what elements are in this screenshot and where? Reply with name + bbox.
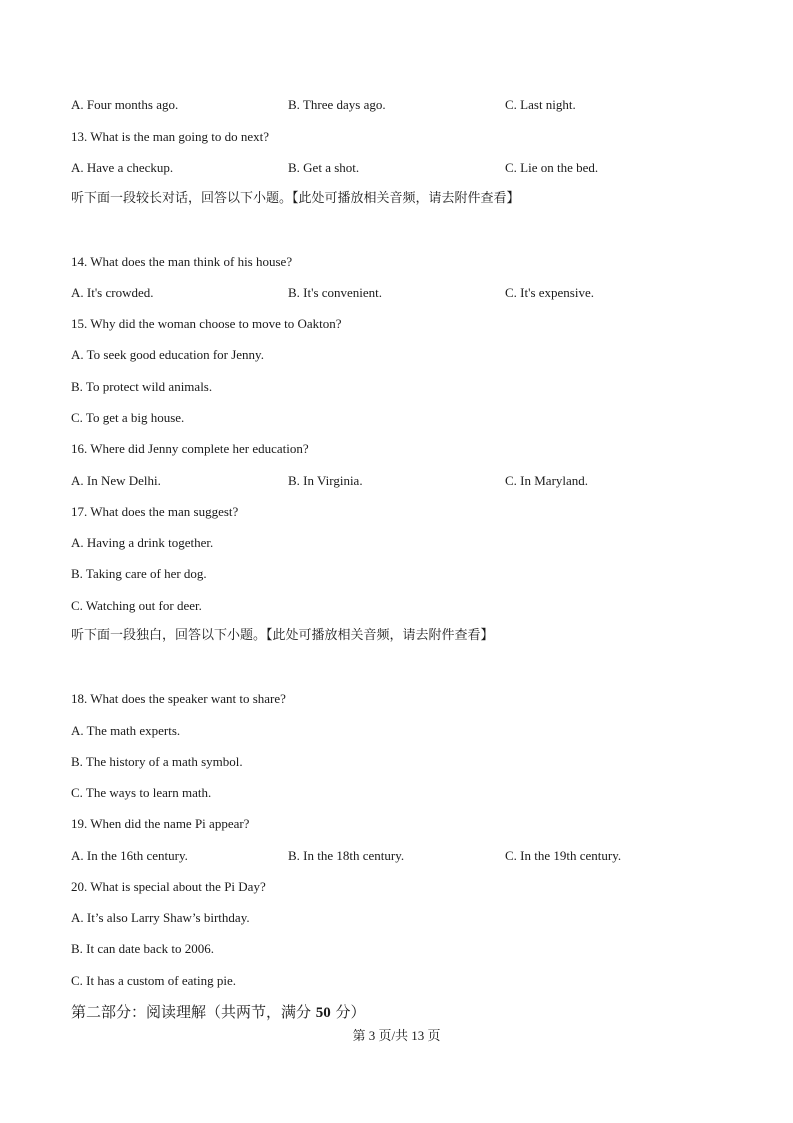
section-2-score: 50: [315, 1005, 331, 1021]
q15-option-a: A. To seek good education for Jenny.: [71, 347, 264, 362]
q16-question: 16. Where did Jenny complete her education?: [71, 441, 309, 456]
q17-option-a: A. Having a drink together.: [71, 535, 214, 550]
q15-option-c: C. To get a big house.: [71, 410, 185, 425]
q14-option-b: B. It's convenient.: [288, 285, 383, 300]
q18-option-a: A. The math experts.: [71, 723, 181, 738]
q16-option-b: B. In Virginia.: [288, 473, 363, 488]
instruction-monologue: 听下面一段独白，回答以下小题。【此处可播放相关音频，请去附件查看】: [71, 628, 494, 643]
instruction-dialogue: 听下面一段较长对话，回答以下小题。【此处可播放相关音频，请去附件查看】: [71, 191, 520, 206]
q13-question: 13. What is the man going to do next?: [71, 129, 269, 144]
q16-option-a: A. In New Delhi.: [71, 473, 161, 488]
q20-option-c: C. It has a custom of eating pie.: [71, 973, 236, 988]
q20-option-a: A. It’s also Larry Shaw’s birthday.: [71, 910, 250, 925]
q15-option-b: B. To protect wild animals.: [71, 379, 213, 394]
q13-option-c: C. Lie on the bed.: [505, 160, 599, 175]
q14-option-a: A. It's crowded.: [71, 285, 154, 300]
q13-option-b: B. Get a shot.: [288, 160, 360, 175]
q20-question: 20. What is special about the Pi Day?: [71, 879, 266, 894]
q20-option-b: B. It can date back to 2006.: [71, 941, 214, 956]
q19-option-c: C. In the 19th century.: [505, 848, 622, 863]
q12-option-b: B. Three days ago.: [288, 97, 386, 112]
q18-question: 18. What does the speaker want to share?: [71, 691, 286, 706]
q19-option-a: A. In the 16th century.: [71, 848, 188, 863]
q17-option-c: C. Watching out for deer.: [71, 598, 202, 613]
q18-option-b: B. The history of a math symbol.: [71, 754, 243, 769]
q12-option-a: A. Four months ago.: [71, 97, 179, 112]
q18-option-c: C. The ways to learn math.: [71, 785, 212, 800]
page-footer: 第 3 页/共 13 页: [352, 1028, 441, 1043]
section-2-suffix: 分）: [330, 1003, 366, 1021]
section-2-heading: [71, 1003, 366, 1022]
q17-question: 17. What does the man suggest?: [71, 504, 239, 519]
q19-question: 19. When did the name Pi appear?: [71, 816, 250, 831]
section-2-prefix: 第二部分：阅读理解（共两节，满分: [71, 1003, 316, 1021]
q19-option-b: B. In the 18th century.: [288, 848, 405, 863]
q16-option-c: C. In Maryland.: [505, 473, 589, 488]
q13-option-a: A. Have a checkup.: [71, 160, 174, 175]
q14-question: 14. What does the man think of his house?: [71, 254, 293, 269]
q14-option-c: C. It's expensive.: [505, 285, 594, 300]
q12-option-c: C. Last night.: [505, 97, 576, 112]
q17-option-b: B. Taking care of her dog.: [71, 566, 207, 581]
q15-question: 15. Why did the woman choose to move to Oakton?: [71, 316, 342, 331]
